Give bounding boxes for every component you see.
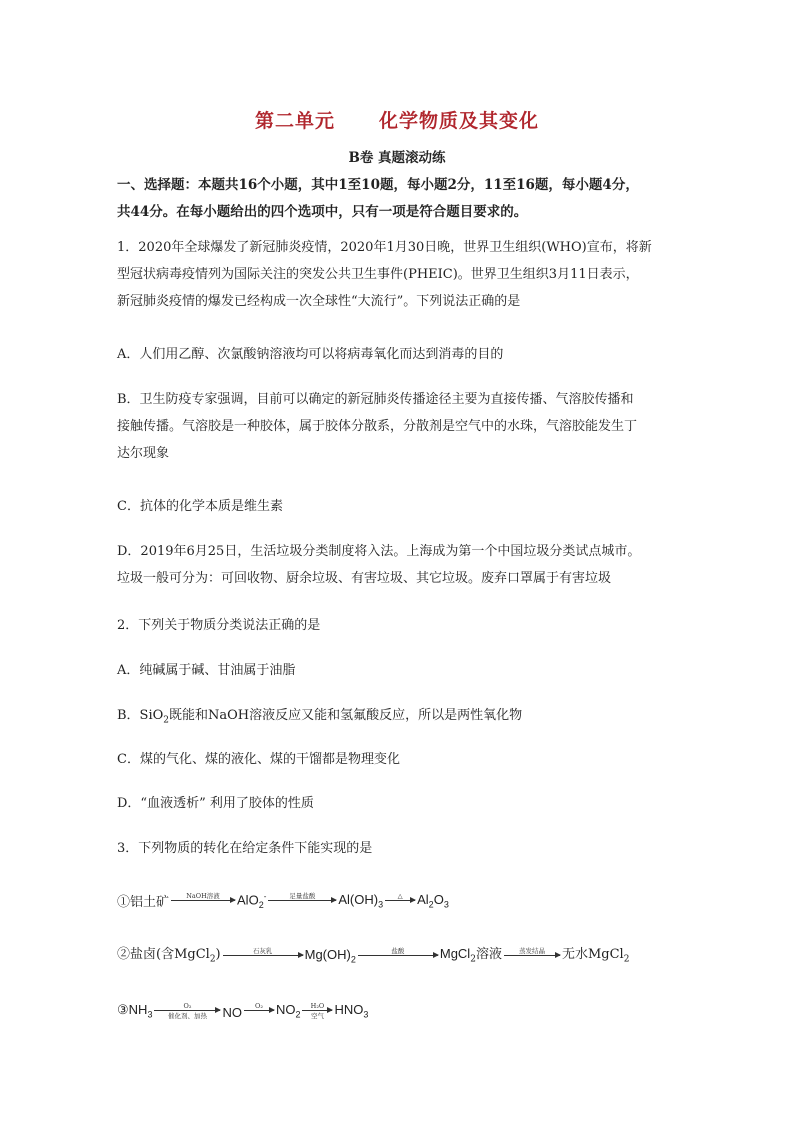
route-2-start: ②盐卤(含MgCl$_2$)	[117, 947, 221, 965]
question-1-option-b-line-2: 接触传播。气溶胶是一种胶体，属于胶体分散系，分散剂是空气中的水珠，气溶胶能发生丁	[117, 419, 638, 434]
question-1-option-d-line-1: D．2019年6月25日，生活垃圾分类制度将入法。上海成为第一个中国垃圾分类试点城市。	[117, 544, 641, 559]
question-3-stem: 3．下列物质的转化在给定条件下能实现的是	[117, 841, 373, 856]
route-3-arrow-3	[302, 1002, 332, 1020]
question-2-stem: 2．下列关于物质分类说法正确的是	[117, 618, 321, 633]
question-1-stem	[117, 234, 687, 315]
unit-topic: 化学物质及其变化	[379, 110, 540, 132]
section-heading-line-1: 一、选择题：本题共16个小题，其中1至10题，每小题2分，11至16题，每小题4分，	[117, 177, 639, 193]
route-3-species-1: NO	[222, 1005, 242, 1020]
question-2-option-b-text: 既能和NaOH溶液反应又能和氢氟酸反应，所以是两性氧化物	[169, 708, 523, 723]
route-2-arrow-1	[223, 947, 303, 965]
question-1-stem-line-3: 新冠肺炎疫情的爆发已经构成一次全球性“大流行”。下列说法正确的是	[117, 294, 521, 309]
question-2-option-b-subscript: 2	[163, 715, 170, 726]
question-2-option-b	[117, 702, 687, 735]
question-1-stem-line-2: 型冠状病毒疫情列为国际关注的突发公共卫生事件(PHEIC)。世界卫生组织3月11日表示，	[117, 267, 639, 282]
section-heading-line-2: 共44分。在每小题给出的四个选项中，只有一项是符合题目要求的。	[117, 204, 528, 220]
route-3-arrow-1	[154, 1002, 220, 1020]
route-3-arrow-2	[244, 1002, 274, 1020]
question-1-option-c: C．抗体的化学本质是维生素	[117, 499, 283, 514]
route-2-arrow-2	[358, 947, 438, 965]
question-1-option-d	[117, 538, 687, 592]
route-3-arrow-3-label-top: H₂O	[310, 1002, 325, 1010]
route-1-species-2: $Al(OH)_3$	[338, 892, 384, 910]
route-3-arrow-2-label: O₂	[254, 1002, 263, 1010]
route-3-start: $③NH_3$	[117, 1002, 153, 1020]
route-2-arrow-3	[504, 947, 560, 965]
question-1-stem-line-1: 1．2020年全球爆发了新冠肺炎疫情，2020年1月30日晚，世界卫生组织(WHO)宣布，将新	[117, 240, 652, 255]
conversion-route-1	[117, 880, 717, 910]
route-1-arrow-3-label: △	[397, 892, 403, 900]
route-2-arrow-1-label: 石灰乳	[252, 947, 273, 955]
route-3-arrow-1-label-bottom: 催化剂、加热	[167, 1012, 207, 1020]
route-2-arrow-2-label: 盐酸	[391, 947, 405, 955]
question-1-option-b-line-3: 达尔现象	[117, 446, 170, 461]
section-heading	[117, 172, 687, 226]
route-1-arrow-2-label: 足量盐酸	[289, 892, 316, 900]
route-1-arrow-3	[385, 892, 415, 910]
route-3-arrow-3-label-bottom: 空气	[310, 1012, 324, 1020]
question-2-option-b-prefix: B．SiO	[117, 708, 164, 723]
question-2-option-a: A．纯碱属于碱、甘油属于油脂	[117, 663, 296, 678]
question-1-option-b	[117, 386, 687, 467]
unit-label: 第二单元	[254, 110, 335, 132]
route-2-species-2: MgCl$_2$溶液	[439, 946, 502, 965]
route-3-species-3: $HNO_3$	[334, 1002, 369, 1020]
page-title	[0, 106, 794, 133]
question-1-option-b-line-1: B．卫生防疫专家强调，目前可以确定的新冠肺炎传播途径主要为直接传播、气溶胶传播和	[117, 392, 634, 407]
route-2-species-3: 无水MgCl$_2$	[561, 947, 630, 965]
route-1-arrow-2	[268, 892, 336, 910]
route-2-species-1: $Mg(OH)_2$	[304, 947, 356, 965]
route-3-arrow-1-label-top: O₂	[183, 1002, 192, 1010]
route-2-arrow-3-label: 蒸发结晶	[518, 947, 545, 955]
conversion-route-3	[117, 990, 717, 1020]
route-1-species-3: $Al_2O_3$	[417, 892, 449, 910]
route-1-arrow-1	[171, 892, 235, 910]
question-1-option-d-line-2: 垃圾一般可分为：可回收物、厨余垃圾、有害垃圾、其它垃圾。废弃口罩属于有害垃圾	[117, 571, 612, 586]
route-1-start: ①铝土矿	[117, 895, 170, 910]
page-subtitle: B卷 真题滚动练	[348, 150, 446, 166]
question-2-option-d: D．“血液透析” 利用了胶体的性质	[117, 796, 314, 811]
question-2-option-c: C．煤的气化、煤的液化、煤的干馏都是物理变化	[117, 752, 400, 767]
question-1-option-a: A．人们用乙醇、次氯酸钠溶液均可以将病毒氧化而达到消毒的目的	[117, 347, 504, 362]
route-3-species-2: $NO_2$	[275, 1002, 301, 1020]
route-1-species-1: AlO$_2$-	[237, 892, 267, 910]
route-1-arrow-1-label: NaOH溶液	[186, 892, 220, 900]
conversion-route-2	[117, 935, 717, 965]
